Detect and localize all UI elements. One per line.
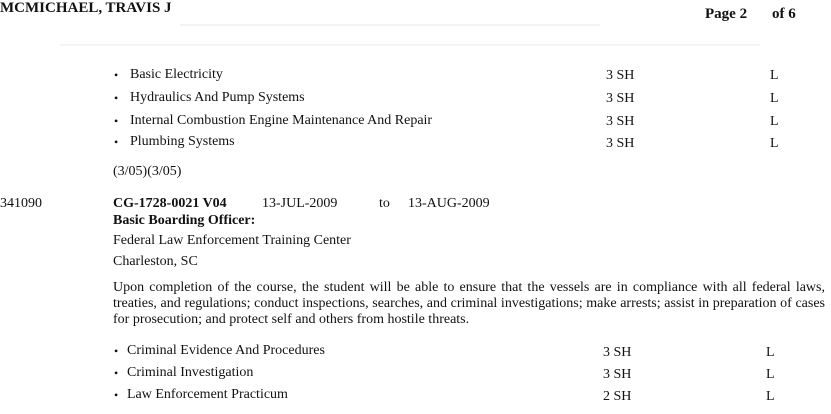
item-label: Basic Electricity: [130, 67, 223, 82]
course-start-date: 13-JUL-2009: [262, 196, 338, 211]
item-credit: 3 SH: [606, 91, 635, 106]
page-number: Page 2: [705, 6, 748, 22]
item-credit: 3 SH: [606, 136, 635, 151]
item-label: Internal Combustion Engine Maintenance And Repair: [130, 113, 433, 128]
item-label: Hydraulics And Pump Systems: [130, 90, 305, 105]
item-grade: L: [766, 389, 775, 404]
item-label: Plumbing Systems: [130, 134, 235, 149]
bullet: •: [114, 114, 119, 128]
item-credit: 2 SH: [603, 389, 632, 404]
bullet: •: [114, 135, 119, 149]
course-id: 341090: [0, 196, 42, 211]
course-title: Basic Boarding Officer:: [113, 213, 256, 228]
scan-artifact: [60, 44, 760, 46]
page-total: of 6: [772, 6, 796, 22]
item-grade: L: [770, 91, 779, 106]
course-code: CG-1728-0021 V04: [113, 196, 227, 211]
bullet: •: [114, 91, 119, 105]
bullet: •: [114, 388, 119, 402]
item-grade: L: [770, 114, 779, 129]
item-grade: L: [770, 68, 779, 83]
item-grade: L: [766, 367, 775, 382]
item-credit: 3 SH: [603, 367, 632, 382]
item-label: Criminal Investigation: [127, 365, 254, 380]
course-end-date: 13-AUG-2009: [408, 196, 490, 211]
student-name: MCMICHAEL, TRAVIS J: [0, 0, 172, 16]
date-range-to: to: [379, 196, 390, 211]
dates-note: (3/05)(3/05): [113, 164, 182, 179]
item-credit: 3 SH: [603, 345, 632, 360]
item-label: Criminal Evidence And Procedures: [127, 343, 325, 358]
bullet: •: [114, 344, 119, 358]
course-description: Upon completion of the course, the student will be able to ensure that the vessels are in compliance with all federal laws, treaties, and regulations; conduct inspections, searches, and criminal investigations; make arrests; assist in preparation of cases for prosecution; and protect self and others from hostile threats.: [113, 280, 825, 327]
item-credit: 3 SH: [606, 114, 635, 129]
course-location: Charleston, SC: [113, 254, 198, 269]
item-label: Law Enforcement Practicum: [127, 387, 288, 402]
item-credit: 3 SH: [606, 68, 635, 83]
scan-artifact: [180, 24, 600, 26]
item-grade: L: [770, 136, 779, 151]
bullet: •: [114, 366, 119, 380]
item-grade: L: [766, 345, 775, 360]
course-institution: Federal Law Enforcement Training Center: [113, 233, 351, 248]
bullet: •: [114, 68, 119, 82]
